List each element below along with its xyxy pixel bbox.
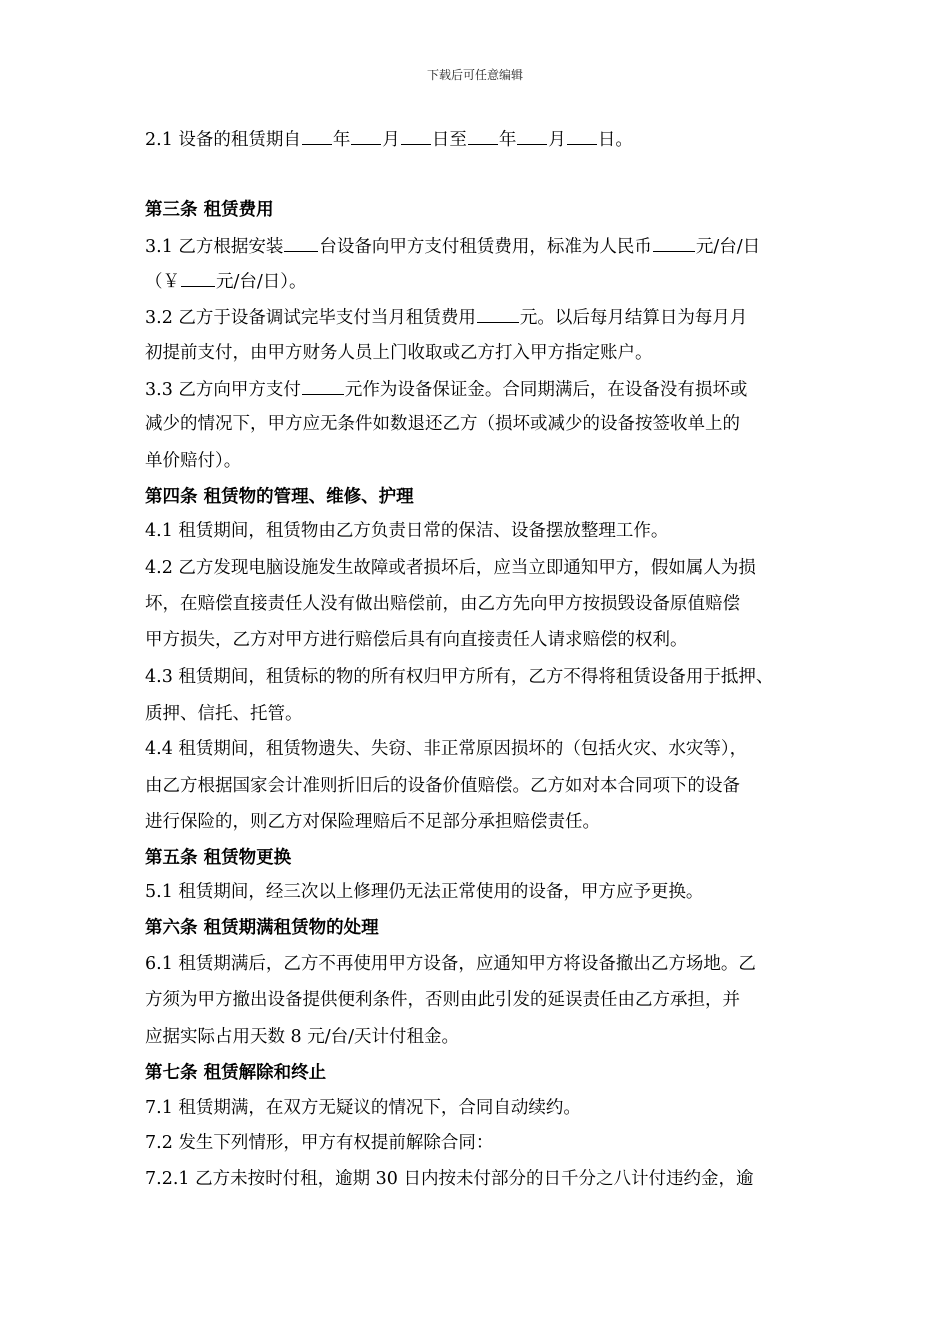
clause-3-2 bbox=[145, 306, 747, 328]
clause-7-2-1: 7.2.1 乙方未按时付租，逾期 30 日内按未付部分的日千分之八计付违约金，逾 bbox=[145, 1169, 754, 1189]
clause-4-4-cont: 进行保险的，则乙方对保险理赔后不足部分承担赔偿责任。 bbox=[145, 812, 600, 832]
text: 月 bbox=[548, 130, 566, 150]
text: 元作为设备保证金。合同期满后，在设备没有损坏或 bbox=[344, 380, 748, 400]
article-7-heading: 第七条 租赁解除和终止 bbox=[145, 1063, 327, 1083]
clause-4-4-cont: 由乙方根据国家会计准则折旧后的设备价值赔偿。乙方如对本合同项下的设备 bbox=[145, 776, 740, 796]
clause-5-1: 5.1 租赁期间，经三次以上修理仍无法正常使用的设备，甲方应予更换。 bbox=[145, 882, 704, 902]
clause-3-1 bbox=[145, 235, 760, 257]
blank-units[interactable] bbox=[284, 235, 318, 252]
clause-4-4: 4.4 租赁期间，租赁物遗失、失窃、非正常原因损坏的（包括火灾、水灾等）， bbox=[145, 739, 748, 759]
clause-7-2: 7.2 发生下列情形，甲方有权提前解除合同： bbox=[145, 1133, 494, 1153]
clause-4-3: 4.3 租赁期间，租赁标的物的所有权归甲方所有，乙方不得将租赁设备用于抵押、 bbox=[145, 667, 774, 687]
text: 年 bbox=[332, 130, 351, 150]
text: 元。以后每月结算日为每月月 bbox=[519, 308, 748, 328]
article-6-heading: 第六条 租赁期满租赁物的处理 bbox=[145, 918, 379, 938]
text: 2.1 设备的租赁期自 bbox=[145, 130, 301, 150]
clause-4-2-cont: 坏，在赔偿直接责任人没有做出赔偿前，由乙方先向甲方按损毁设备原值赔偿 bbox=[145, 594, 740, 614]
blank-day[interactable] bbox=[401, 128, 431, 145]
text: 3.3 乙方向甲方支付 bbox=[145, 380, 301, 400]
blank-amount[interactable] bbox=[477, 306, 519, 323]
text: 3.2 乙方于设备调试完毕支付当月租赁费用 bbox=[145, 308, 476, 328]
blank-year[interactable] bbox=[302, 128, 332, 145]
text: 日至 bbox=[431, 130, 467, 150]
article-4-heading: 第四条 租赁物的管理、维修、护理 bbox=[145, 487, 414, 507]
blank-rate-yen[interactable] bbox=[181, 270, 215, 287]
clause-3-3-cont: 减少的情况下，甲方应无条件如数退还乙方（损坏或减少的设备按签收单上的 bbox=[145, 414, 740, 434]
article-3-heading: 第三条 租赁费用 bbox=[145, 200, 274, 220]
clause-4-2-cont: 甲方损失，乙方对甲方进行赔偿后具有向直接责任人请求赔偿的权利。 bbox=[145, 630, 688, 650]
text: 日。 bbox=[597, 130, 633, 150]
clause-3-3 bbox=[145, 378, 747, 400]
text: （￥ bbox=[145, 272, 180, 292]
clause-4-1: 4.1 租赁期间，租赁物由乙方负责日常的保洁、设备摆放整理工作。 bbox=[145, 521, 669, 541]
article-5-heading: 第五条 租赁物更换 bbox=[145, 848, 292, 868]
clause-4-2: 4.2 乙方发现电脑设施发生故障或者损坏后，应当立即通知甲方，假如属人为损 bbox=[145, 558, 756, 578]
text: 元/台/日）。 bbox=[216, 272, 307, 292]
clause-6-1-cont: 应据实际占用天数 8 元/台/天计付租金。 bbox=[145, 1027, 460, 1047]
blank-year[interactable] bbox=[468, 128, 498, 145]
blank-month[interactable] bbox=[517, 128, 547, 145]
clause-4-3-cont: 质押、信托、托管。 bbox=[145, 704, 303, 724]
clause-6-1: 6.1 租赁期满后，乙方不再使用甲方设备，应通知甲方将设备撤出乙方场地。乙 bbox=[145, 954, 756, 974]
blank-deposit[interactable] bbox=[302, 378, 344, 395]
clause-3-2-cont: 初提前支付，由甲方财务人员上门收取或乙方打入甲方指定账户。 bbox=[145, 343, 653, 363]
blank-month[interactable] bbox=[351, 128, 381, 145]
text: 月 bbox=[382, 130, 400, 150]
text: 台设备向甲方支付租赁费用，标准为人民币 bbox=[319, 237, 652, 257]
clause-6-1-cont: 方须为甲方撤出设备提供便利条件，否则由此引发的延误责任由乙方承担，并 bbox=[145, 990, 740, 1010]
clause-3-1-cont bbox=[145, 270, 307, 292]
clause-3-3-cont: 单价赔付）。 bbox=[145, 451, 242, 471]
page-header: 下载后可任意编辑 bbox=[426, 68, 523, 82]
clause-2-1 bbox=[145, 128, 633, 150]
blank-rate[interactable] bbox=[653, 235, 695, 252]
blank-day[interactable] bbox=[567, 128, 597, 145]
text: 元/台/日 bbox=[695, 237, 761, 257]
clause-7-1: 7.1 租赁期满，在双方无疑议的情况下，合同自动续约。 bbox=[145, 1098, 581, 1118]
text: 年 bbox=[498, 130, 517, 150]
text: 3.1 乙方根据安装 bbox=[145, 237, 284, 257]
